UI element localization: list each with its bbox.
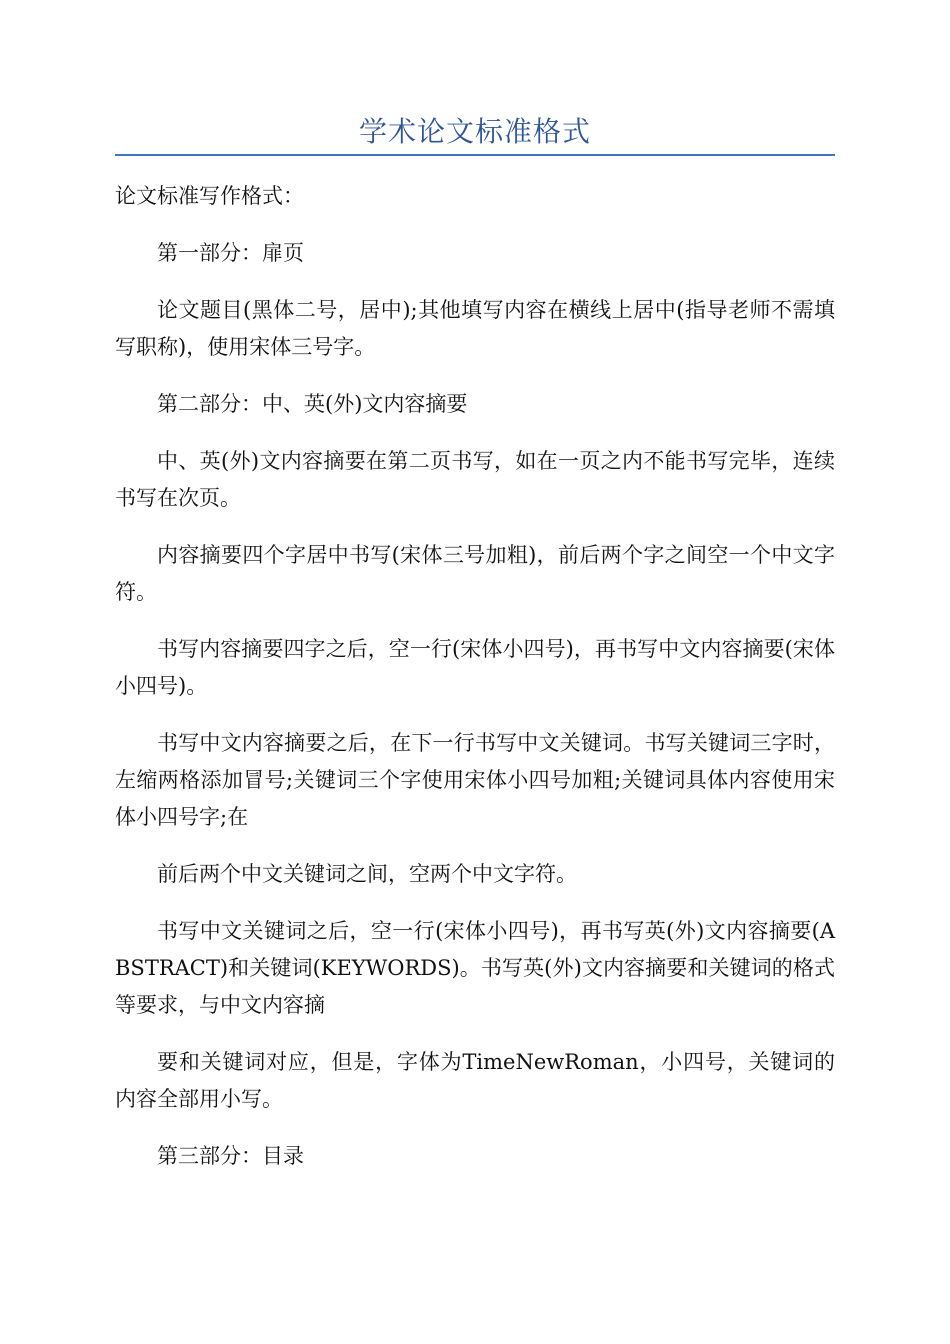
section-heading-part-1: 第一部分：扉页 — [157, 241, 304, 265]
body-paragraph: 书写中文内容摘要之后，在下一行书写中文关键词。书写关键词三字时，左缩两格添加冒号;关键词三个字使用宋体小四号加粗;关键词具体内容使用宋体小四号字;在 — [115, 731, 835, 829]
body-paragraph: 前后两个中文关键词之间，空两个中文字符。 — [157, 862, 577, 886]
body-paragraph: 论文题目(黑体二号，居中);其他填写内容在横线上居中(指导老师不需填写职称)，使用宋体三号字。 — [115, 298, 835, 359]
body-paragraph: 内容摘要四个字居中书写(宋体三号加粗)，前后两个字之间空一个中文字符。 — [115, 543, 835, 604]
title-underline — [115, 154, 835, 156]
body-paragraph: 书写中文关键词之后，空一行(宋体小四号)，再书写英(外)文内容摘要(ABSTRACT)和关键词(KEYWORDS)。书写英(外)文内容摘要和关键词的格式等要求，与中文内容摘 — [115, 919, 835, 1017]
document-title: 学术论文标准格式 — [358, 115, 591, 148]
document-body — [115, 178, 835, 1195]
section-heading-part-2: 第二部分：中、英(外)文内容摘要 — [157, 392, 468, 416]
section-heading-part-3: 第三部分：目录 — [157, 1144, 304, 1168]
body-paragraph: 要和关键词对应，但是，字体为TimeNewRoman，小四号，关键词的内容全部用小写。 — [115, 1050, 835, 1111]
body-paragraph: 中、英(外)文内容摘要在第二页书写，如在一页之内不能书写完毕，连续书写在次页。 — [115, 449, 835, 510]
body-paragraph: 书写内容摘要四字之后，空一行(宋体小四号)，再书写中文内容摘要(宋体小四号)。 — [115, 637, 835, 698]
intro-paragraph: 论文标准写作格式： — [115, 184, 304, 208]
